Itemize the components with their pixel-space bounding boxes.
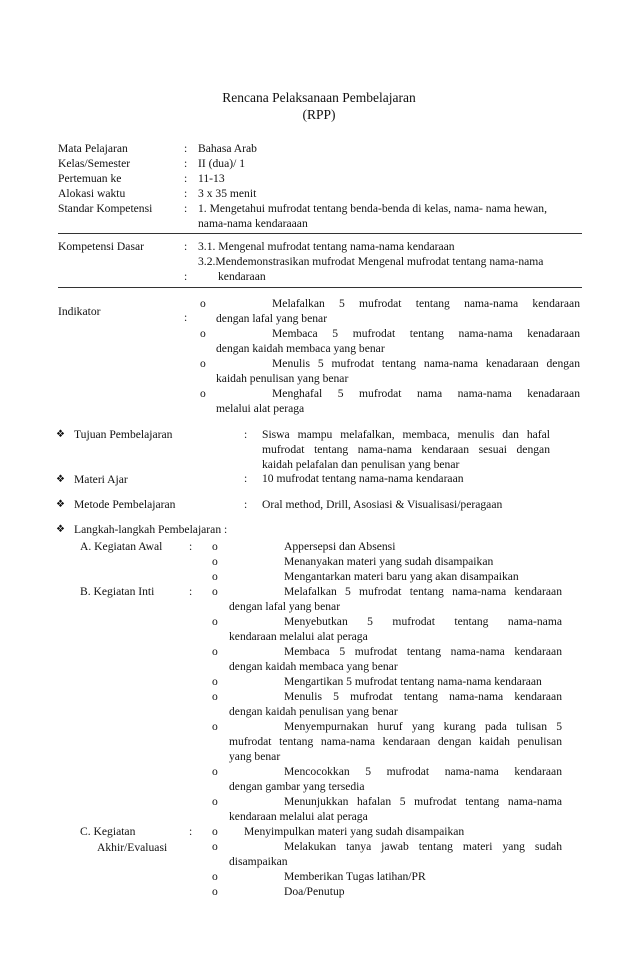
document-title: Rencana Pelaksanaan Pembelajaran [222,90,416,105]
mata-pelajaran-label: Mata Pelajaran [58,142,128,155]
bullet: o [212,585,218,598]
diamond-bullet-icon: ❖ [56,474,65,485]
bullet: o [212,540,218,553]
inti-item-5-line1: Menulis 5 mufrodat tentang nama-nama kendaraan [284,690,562,703]
indikator-item-4-line2: melalui alat peraga [216,402,305,415]
colon: : [244,472,248,485]
diamond-bullet-icon: ❖ [56,524,65,535]
inti-item-7-line2: dengan gambar yang tersedia [229,780,365,793]
diamond-bullet-icon: ❖ [56,429,65,440]
colon: : [244,428,248,441]
bullet: o [212,570,218,583]
diamond-bullet-icon: ❖ [56,499,65,510]
indikator-item-2-line2: dengan kaidah membaca yang benar [216,342,385,355]
indikator-item-3-line1: Menulis 5 mufrodat tentang nama-nama kenadaraan dengan [272,357,580,370]
bullet: o [212,765,218,778]
akhir-item-1-line1: Menyimpulkan materi yang sudah disampaikan [244,825,465,838]
tujuan-line1: Siswa mampu melafalkan, membaca, menulis dan hafal [262,428,550,441]
colon: : [189,825,193,838]
metode-label: Metode Pembelajaran [74,498,176,511]
divider [58,233,582,234]
bullet: o [212,795,218,808]
kompetensi-dasar-line1: 3.1. Mengenal mufrodat tentang nama-nama kendaraan [198,240,455,253]
colon: : [184,172,188,185]
pertemuan-label: Pertemuan ke [58,172,122,185]
kompetensi-dasar-line2: 3.2.Mendemonstrasikan mufrodat Mengenal mufrodat tentang nama-nama [198,255,544,268]
bullet: o [212,840,218,853]
inti-item-2-line1: Menyebutkan 5 mufrodat tentang nama-nama [284,615,562,628]
colon: : [189,585,193,598]
colon: : [184,311,188,324]
indikator-item-2-line1: Membaca 5 mufrodat tentang nama-nama kenadaraan [272,327,580,340]
standar-kompetensi-line2: nama-nama kendaraaan [198,217,308,230]
inti-item-1-line2: dengan lafal yang benar [229,600,341,613]
alokasi-waktu-label: Alokasi waktu [58,187,126,200]
divider [58,287,582,288]
tujuan-label: Tujuan Pembelajaran [74,428,173,441]
indikator-label: Indikator [58,305,101,318]
colon: : [189,540,193,553]
inti-item-1-line1: Melafalkan 5 mufrodat tentang nama-nama kendaraan [284,585,562,598]
kegiatan-akhir-label-2: Akhir/Evaluasi [97,841,168,854]
colon: : [244,498,248,511]
awal-item-2: Menanyakan materi yang sudah disampaikan [284,555,494,568]
inti-item-8-line1: Menunjukkan hafalan 5 mufrodat tentang nama-nama [284,795,562,808]
standar-kompetensi-line1: 1. Mengetahui mufrodat tentang benda-benda di kelas, nama- nama hewan, [198,202,547,215]
inti-item-4-line1: Mengartikan 5 mufrodat tentang nama-nama kendaraan [284,675,542,688]
indikator-item-4-line1: Menghafal 5 mufrodat nama nama-nama kenadaraan [272,387,580,400]
bullet: o [212,645,218,658]
inti-item-3-line2: dengan kaidah membaca yang benar [229,660,398,673]
pertemuan-value: 11-13 [198,172,225,185]
bullet: o [212,675,218,688]
bullet: o [200,297,206,310]
bullet: o [212,870,218,883]
inti-item-6-line3: yang benar [229,750,281,763]
tujuan-line3: kaidah pelafalan dan penulisan yang benar [262,458,460,471]
bullet: o [200,357,206,370]
inti-item-5-line2: dengan kaidah penulisan yang benar [229,705,398,718]
bullet: o [212,885,218,898]
mata-pelajaran-value: Bahasa Arab [198,142,257,155]
akhir-item-3-line1: Memberikan Tugas latihan/PR [284,870,426,883]
indikator-item-3-line2: kaidah penulisan yang benar [216,372,349,385]
kegiatan-akhir-label: C. Kegiatan [80,825,136,838]
kegiatan-awal-label: A. Kegiatan Awal [80,540,163,553]
langkah-label: Langkah-langkah Pembelajaran : [74,523,228,536]
bullet: o [212,615,218,628]
standar-kompetensi-label: Standar Kompetensi [58,202,153,215]
materi-label: Materi Ajar [74,473,128,486]
inti-item-6-line2: mufrodat tentang nama-nama kendaraan dengan kaidah penulisan [229,735,562,748]
materi-value: 10 mufrodat tentang nama-nama kendaraan [262,472,464,485]
metode-value: Oral method, Drill, Asosiasi & Visualisasi/peragaan [262,498,503,511]
colon: : [184,187,188,200]
bullet: o [212,690,218,703]
colon: : [184,142,188,155]
colon: : [184,157,188,170]
alokasi-waktu-value: 3 x 35 menit [198,187,257,200]
inti-item-3-line1: Membaca 5 mufrodat tentang nama-nama kendaraan [284,645,562,658]
colon: : [184,240,188,253]
inti-item-2-line2: kendaraan melalui alat peraga [229,630,368,643]
akhir-item-4-line1: Doa/Penutup [284,885,345,898]
tujuan-line2: mufrodat tentang nama-nama kendaraan sesuai dengan [262,443,550,456]
kompetensi-dasar-line3: kendaraan [218,270,266,283]
kompetensi-dasar-label: Kompetensi Dasar [58,240,144,253]
bullet: o [212,825,218,838]
inti-item-6-line1: Menyempurnakan huruf yang kurang pada tulisan 5 [284,720,562,733]
awal-item-3: Mengantarkan materi baru yang akan disampaikan [284,570,519,583]
bullet: o [212,720,218,733]
colon: : [184,270,188,283]
kelas-semester-label: Kelas/Semester [58,157,131,170]
inti-item-7-line1: Mencocokkan 5 mufrodat nama-nama kendaraan [284,765,562,778]
kegiatan-inti-label: B. Kegiatan Inti [80,585,155,598]
colon: : [184,202,188,215]
inti-item-8-line2: kendaraan melalui alat peraga [229,810,368,823]
bullet: o [212,555,218,568]
indikator-item-1-line2: dengan lafal yang benar [216,312,328,325]
bullet: o [200,387,206,400]
kelas-semester-value: II (dua)/ 1 [198,157,245,170]
awal-item-1: Appersepsi dan Absensi [284,540,396,553]
akhir-item-2-line2: disampaikan [229,855,288,868]
akhir-item-2-line1: Melakukan tanya jawab tentang materi yang sudah [284,840,562,853]
bullet: o [200,327,206,340]
indikator-item-1-line1: Melafalkan 5 mufrodat tentang nama-nama kendaraan [272,297,580,310]
document-subtitle: (RPP) [302,107,336,122]
